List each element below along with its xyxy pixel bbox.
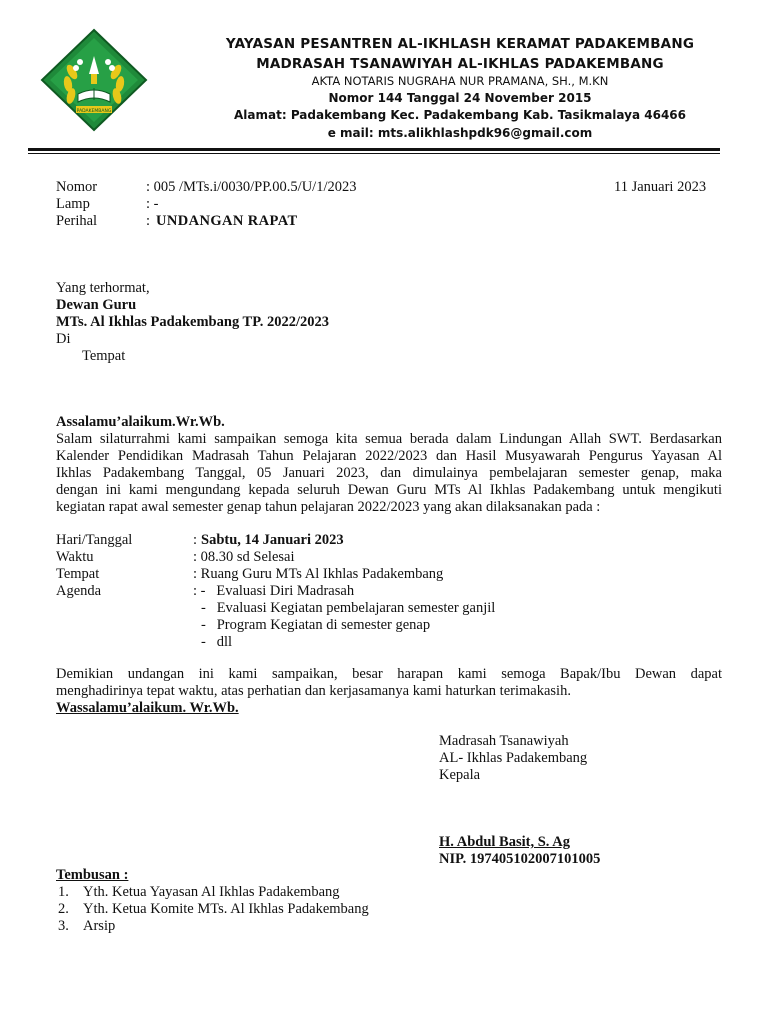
recipient-di: Di <box>56 331 71 347</box>
body-paragraph <box>56 431 722 516</box>
nomor-label: Nomor <box>56 179 98 195</box>
deed-number: Nomor 144 Tanggal 24 November 2015 <box>328 91 592 105</box>
closing-line: Demikian undangan ini kami sampaikan, besar harapan kami semoga Bapak/Ibu Dewan dapat <box>56 666 722 682</box>
agenda-item: - Evaluasi Kegiatan pembelajaran semester ganjil <box>201 600 496 616</box>
nomor-value: : 005 /MTs.i/0030/PP.00.5/U/1/2023 <box>146 179 357 195</box>
lamp-value: : - <box>146 196 159 212</box>
letterhead <box>0 0 768 150</box>
closing-line: menghadirinya tepat waktu, atas perhatian dan kerjasamanya kami haturkan terimakasih. <box>56 683 571 699</box>
body-line: Salam silaturrahmi kami sampaikan semoga kita semua berada dalam Lindungan Allah SWT. Berdasarkan <box>56 431 722 447</box>
greeting: Yang terhormat, <box>56 280 150 296</box>
signature-title: Kepala <box>439 767 481 783</box>
email: e mail: mts.alikhlashpdk96@gmail.com <box>327 126 593 140</box>
tembusan-item: Yth. Ketua Yayasan Al Ikhlas Padakembang <box>83 884 340 900</box>
letter-date: 11 Januari 2023 <box>614 179 707 195</box>
hari-value: Sabtu, 14 Januari 2023 <box>201 532 344 548</box>
notary-deed: AKTA NOTARIS NUGRAHA NUR PRAMANA, SH., M.KN <box>311 74 609 88</box>
tempat-label: Tempat <box>56 566 100 582</box>
tembusan-item: Arsip <box>83 918 116 934</box>
perihal-label: Perihal <box>56 213 98 229</box>
waktu-label: Waktu <box>56 549 94 565</box>
opening-salam: Assalamu’alaikum.Wr.Wb. <box>56 414 225 430</box>
foundation-name: YAYASAN PESANTREN AL-IKHLASH KERAMAT PADAKEMBANG <box>225 36 695 52</box>
body-line: Kalender Pendidikan Madrasah Tahun Pelajaran 2022/2023 dan Hasil Musyawarah Pengurus Yayasan Al <box>56 448 722 464</box>
lamp-label: Lamp <box>56 196 90 212</box>
letterhead-divider-thick <box>28 148 720 151</box>
perihal-colon: : <box>146 213 151 229</box>
tembusan-num: 2. <box>58 901 69 917</box>
signer-name: H. Abdul Basit, S. Ag <box>439 834 570 850</box>
tempat-value: : Ruang Guru MTs Al Ikhlas Padakembang <box>193 566 444 582</box>
hari-label: Hari/Tanggal <box>56 532 133 548</box>
closing-salam: Wassalamu’alaikum. Wr.Wb. <box>56 700 239 716</box>
school-name: MADRASAH TSANAWIYAH AL-IKHLAS PADAKEMBANG <box>256 56 664 72</box>
signature-institution: Madrasah Tsanawiyah <box>439 733 569 749</box>
recipient-place: Tempat <box>82 348 126 364</box>
agenda-item: : - Evaluasi Diri Madrasah <box>193 583 355 599</box>
letterhead-divider-thin <box>28 153 720 154</box>
agenda-label: Agenda <box>56 583 102 599</box>
emblem-label: PADAKEMBANG <box>76 109 112 114</box>
agenda-item: - Program Kegiatan di semester genap <box>201 617 431 633</box>
body-line: kegiatan rapat awal semester genap tahun pelajaran 2022/2023 yang akan dilaksanakan pada : <box>56 499 601 515</box>
hari-colon: : <box>193 532 198 548</box>
waktu-value: : 08.30 sd Selesai <box>193 549 295 565</box>
closing-paragraph <box>56 666 722 700</box>
address: Alamat: Padakembang Kec. Padakembang Kab. Tasikmalaya 46466 <box>234 108 686 122</box>
tembusan-title: Tembusan : <box>56 867 129 883</box>
recipient-institution: MTs. Al Ikhlas Padakembang TP. 2022/2023 <box>56 314 330 330</box>
perihal-value: UNDANGAN RAPAT <box>156 213 298 229</box>
body-line: dengan ini kami mengundang kepada seluruh Dewan Guru MTs Al Ikhlas Padakembang untuk mengikuti <box>56 482 722 498</box>
tembusan-num: 3. <box>58 918 69 934</box>
tembusan-num: 1. <box>58 884 69 900</box>
signature-institution-2: AL- Ikhlas Padakembang <box>439 750 588 766</box>
madrasah-emblem-icon <box>38 28 150 132</box>
tembusan-item: Yth. Ketua Komite MTs. Al Ikhlas Padakembang <box>83 901 369 917</box>
signer-nip: NIP. 197405102007101005 <box>439 851 601 867</box>
body-line: Ikhlas Padakembang Tanggal, 05 Januari 2023, dan dimulainya pembelajaran semester genap, maka <box>56 465 722 481</box>
agenda-item: - dll <box>201 634 233 650</box>
recipient-name: Dewan Guru <box>56 297 137 313</box>
